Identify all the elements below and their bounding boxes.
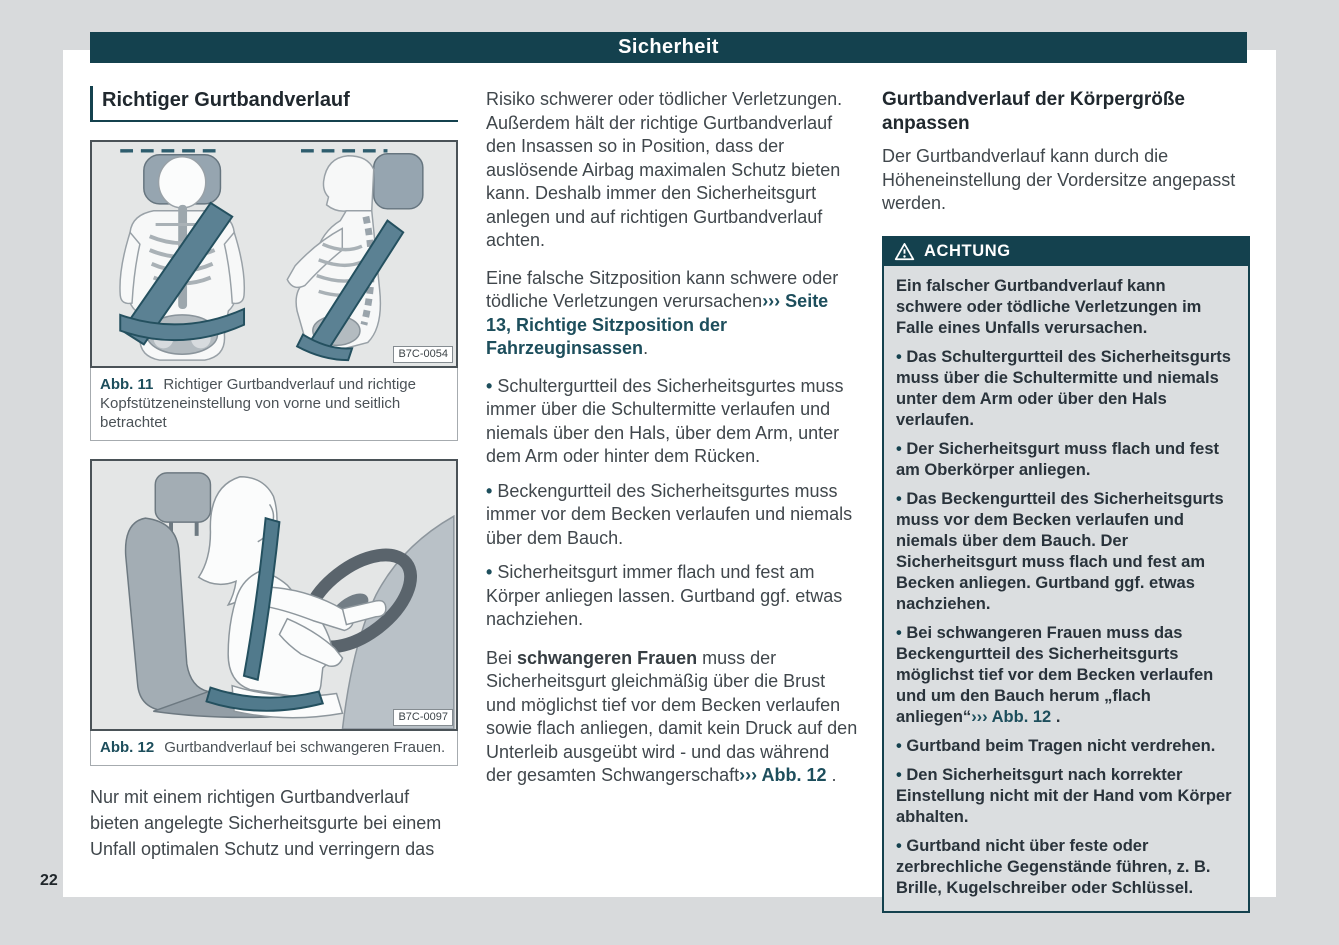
figure-reference-link[interactable]: ››› Abb. 12 [739, 765, 827, 785]
figure-image-code: B7C-0054 [393, 346, 453, 363]
warning-text: . [1051, 707, 1061, 726]
list-item: • Beckengurtteil des Sicherheitsgurtes muss immer vor dem Becken verlaufen und niemals über dem Bauch. [486, 480, 858, 551]
warning-box-body [884, 266, 1248, 911]
page-number: 22 [40, 872, 58, 889]
paragraph [486, 647, 858, 788]
figure-12-illustration [92, 461, 456, 729]
warning-box-title: ACHTUNG [924, 242, 1011, 260]
sub-section-heading: Gurtbandverlauf der Körpergröße anpassen [882, 89, 1185, 134]
paragraph: Risiko schwerer oder tödlicher Verletzungen. Außerdem hält der richtige Gurtbandverlauf den Insassen so in Position, dass der auslösende Airbag maximalen Schutz bieten kann. Deshalb immer den Sicherheitsgurt anlegen und auf richtigen Gurtbandverlauf achten. [486, 89, 843, 250]
figure-caption-text: Gurtbandverlauf bei schwangeren Frauen. [164, 739, 446, 756]
middle-column [486, 88, 858, 800]
warning-list-item: • Den Sicherheitsgurt nach korrekter Einstellung nicht mit der Hand vom Körper abhalten. [896, 765, 1236, 828]
chapter-title: Sicherheit [618, 36, 719, 58]
figure-caption [90, 731, 458, 766]
paragraph-text: Bei [486, 647, 518, 668]
figure-11-illustration [92, 142, 456, 366]
paragraph [486, 267, 858, 361]
warning-box [882, 236, 1250, 913]
right-column [882, 88, 1250, 913]
warning-box-header [884, 238, 1248, 266]
figure-image-code: B7C-0097 [393, 709, 453, 726]
figure-reference-link[interactable]: ››› Abb. 12 [971, 707, 1052, 726]
figure-11 [90, 140, 458, 441]
figure-11-image [90, 140, 458, 368]
left-paragraph: Nur mit einem richtigen Gurtbandverlauf bieten angelegte Sicherheitsgurte bei einem Unfall optimalen Schutz und verringern das [90, 787, 442, 859]
warning-text: Bei schwangeren Frauen muss das Beckengurtteil des Sicherheitsgurts möglichst tief vor dem Becken verlaufen und um den Bauch herum „flach anliegen“ [896, 623, 1214, 726]
warning-intro: Ein falscher Gurtbandverlauf kann schwere oder tödliche Verletzungen im Falle eines Unfalls verursachen. [896, 276, 1202, 337]
figure-caption [90, 368, 458, 441]
left-column [90, 86, 458, 862]
figure-12-image [90, 459, 458, 731]
warning-list-item: • Das Beckengurtteil des Sicherheitsgurts muss vor dem Becken verlaufen und niemals über dem Bauch. Der Sicherheitsgurt muss flach und fest am Becken anliegen. Gurtband ggf. etwas nachziehen. [896, 489, 1236, 615]
emphasized-text: schwangeren Frauen [517, 647, 698, 668]
figure-label: Abb. 12 [100, 739, 155, 756]
warning-list-item: • Der Sicherheitsgurt muss flach und fest am Oberkörper anliegen. [896, 439, 1236, 481]
list-item: • Schultergurtteil des Sicherheitsgurtes muss immer über die Schultermitte verlaufen und niemals über den Hals, über dem Arm, unter dem Arm oder hinter dem Rücken. [486, 375, 858, 469]
warning-triangle-icon [894, 242, 915, 261]
warning-list-item: • Das Schultergurtteil des Sicherheitsgurts muss über die Schultermitte und niemals unter dem Arm oder über den Hals verlaufen. [896, 347, 1236, 431]
page-reference-link[interactable]: ››› Seite 13, Richtige Sitzposition der Fahrzeuginsassen [486, 291, 829, 358]
figure-label: Abb. 11 [100, 376, 154, 393]
warning-list-item [896, 623, 1236, 728]
paragraph-text: muss der Sicherheitsgurt gleichmäßig über die Brust und möglichst tief vor dem Becken verlaufen sowie flach anliegen, damit kein Druck auf den Unterleib ausgeübt wird - und das während der gesamten Schwangerschaft [486, 647, 858, 785]
paragraph-text: . [826, 765, 837, 785]
warning-list-item: • Gurtband nicht über feste oder zerbrechliche Gegenstände führen, z. B. Brille, Kugelschreiber oder Schlüssel. [896, 836, 1236, 899]
paragraph: Der Gurtbandverlauf kann durch die Höheneinstellung der Vordersitze angepasst werden. [882, 146, 1236, 213]
warning-list-item: • Gurtband beim Tragen nicht verdrehen. [896, 736, 1236, 757]
paragraph-text: . [643, 338, 649, 358]
paragraph-text: Eine falsche Sitzposition kann schwere oder tödliche Verletzungen verursachen [486, 267, 839, 311]
figure-caption-text: Richtiger Gurtbandverlauf und richtige Kopfstützeneinstellung von vorne und seitlich betrachtet [100, 376, 416, 431]
section-heading: Richtiger Gurtbandverlauf [90, 86, 458, 122]
list-item: • Sicherheitsgurt immer flach und fest am Körper anliegen lassen. Gurtband ggf. etwas nachziehen. [486, 561, 858, 632]
chapter-banner [90, 32, 1247, 63]
figure-12 [90, 459, 458, 766]
